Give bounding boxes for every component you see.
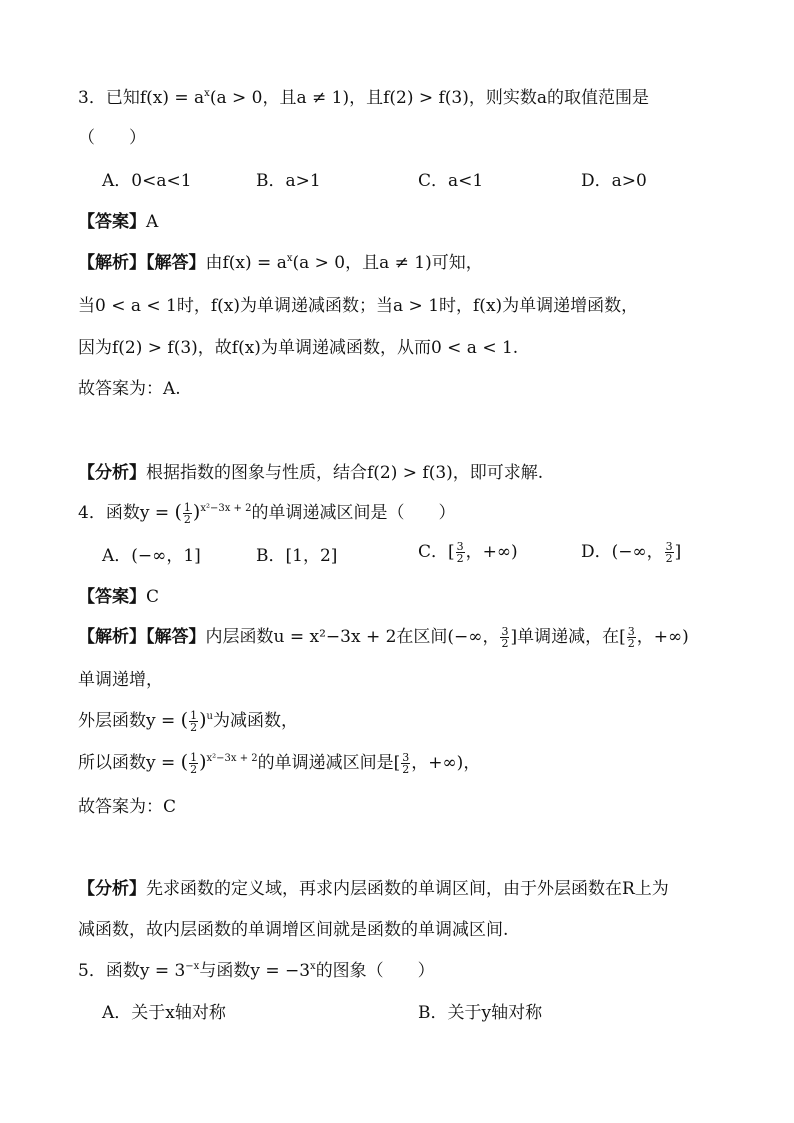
q4-option-b: B．[1，2] (256, 546, 338, 566)
q3-analysis-line-1: 【解析】【解答】由$f(x) = a^x(a > 0$，且a ≠ 1)可知， (78, 253, 483, 273)
q3-option-b: B．a>1 (256, 171, 321, 191)
q4-analysis-line-5: 故答案为：C (78, 797, 177, 817)
q4-analysis-line-4: 所以函数y = ( $\frac{1}{2}$ )$^{x^2-3x + 2}$的单调递减区间是[ $\frac{3}{2}$ ，+∞)， (78, 751, 481, 776)
q3-analysis-line-2: 当0 < a < 1时，f(x)为单调递减函数；当a > 1时，f(x)为单调递增函数， (78, 296, 639, 316)
q4-analysis-line-3: 外层函数y = ( $\frac{1}{2}$ )$^u$为减函数， (78, 709, 298, 734)
q3-analysis-line-3: 因为f(2) > f(3)，故f(x)为单调递减函数，从而0 < a < 1. (78, 338, 519, 358)
q4-base-fraction: $\frac{1}{2}$ (183, 501, 191, 526)
q3-option-a: A．0<a<1 (102, 171, 192, 191)
q4-fenxi-line-2: 减函数，故内层函数的单调增区间就是函数的单调减区间. (78, 920, 509, 940)
q4-stem: 4．函数y = ( $\frac{1}{2}$ )$^{x^2-3x + 2}$的单调递减区间是（ ） (78, 501, 456, 526)
q3-option-d: D．a>0 (581, 171, 647, 191)
q5-option-a: A．关于x轴对称 (102, 1003, 226, 1023)
q4-analysis-line-2: 单调递增， (78, 670, 163, 690)
q4-option-a: A．(−∞，1] (102, 546, 201, 566)
q3-paren: （ ） (78, 128, 146, 148)
q4-answer: 【答案】C (78, 587, 160, 607)
q5-option-b: B．关于y轴对称 (418, 1003, 543, 1023)
q3-fenxi: 【分析】根据指数的图象与性质，结合f(2) > f(3)，即可求解. (78, 463, 544, 483)
q4-option-d: D．(−∞， $\frac{3}{2}$ ] (581, 540, 682, 565)
q3-stem: 3．已知$f(x) = a^x(a > 0$，且a ≠ 1)，且f(2) > f(3)，则实数a的取值范围是 (78, 88, 650, 108)
q4-analysis-line-1: 【解析】【解答】内层函数u = x²−3x + 2在区间(−∞， $\frac{3}{2}$ ]单调递减，在[ $\frac{3}{2}$ ，+∞) (78, 625, 689, 650)
q4-fenxi-line-1: 【分析】先求函数的定义域，再求内层函数的单调区间，由于外层函数在R上为 (78, 879, 669, 899)
q3-number: 3．已知 (78, 88, 140, 108)
q5-stem: 5．函数$y = 3^{-x}$与函数$y = -3^x$的图象（ ） (78, 961, 435, 981)
q3-analysis-line-4: 故答案为：A. (78, 379, 181, 399)
q3-option-c: C．a<1 (418, 171, 484, 191)
q4-option-c: C．[ $\frac{3}{2}$ ，+∞) (418, 540, 518, 565)
q3-answer: 【答案】A (78, 212, 159, 232)
